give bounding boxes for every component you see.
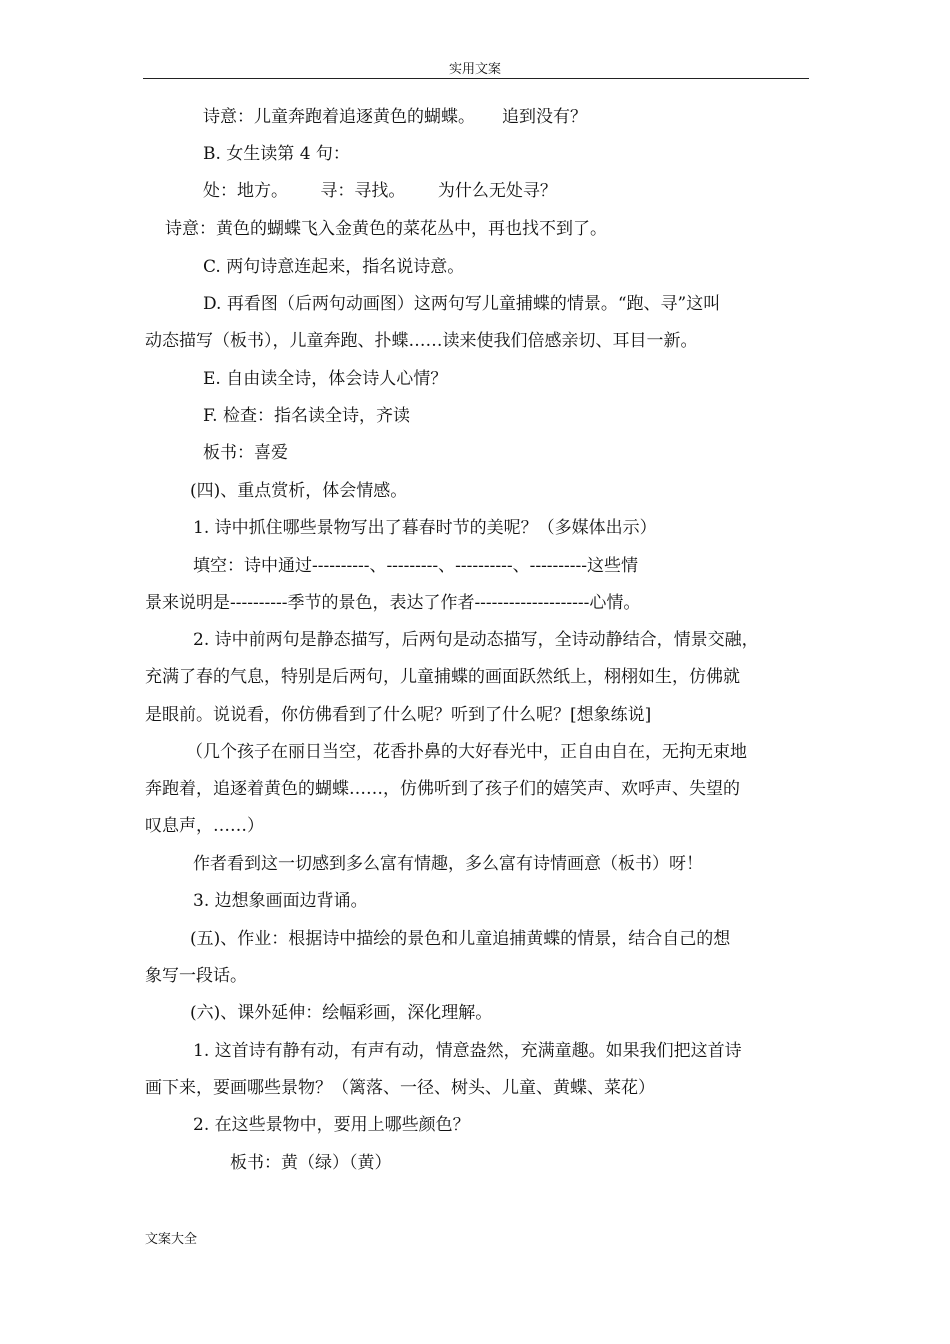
body-line: 填空：诗中通过----------、---------、----------、----------这些情 [193, 556, 639, 576]
body-line: （几个孩子在丽日当空，花香扑鼻的大好春光中，正自由自在，无拘无束地 [186, 742, 747, 762]
body-line: 2. 诗中前两句是静态描写，后两句是动态描写，全诗动静结合，情景交融， [193, 630, 759, 650]
body-line: F. 检查：指名读全诗，齐读 [203, 406, 410, 426]
body-line: D. 再看图（后两句动画图）这两句写儿童捕蝶的情景。“跑、寻”这叫 [203, 294, 721, 314]
body-line: 诗意：儿童奔跑着追逐黄色的蝴蝶。 追到没有？ [203, 107, 588, 127]
body-line: 板书：黄（绿）（黄） [230, 1153, 392, 1173]
section-heading: (五)、作业：根据诗中描绘的景色和儿童追捕黄蝶的情景，结合自己的想 [190, 929, 731, 949]
body-line: 充满了春的气息，特别是后两句，儿童捕蝶的画面跃然纸上，栩栩如生，仿佛就 [145, 667, 740, 687]
body-line: E. 自由读全诗，体会诗人心情？ [203, 369, 448, 389]
section-heading: (四)、重点赏析，体会情感。 [190, 481, 408, 501]
body-line: B. 女生读第 4 句： [203, 144, 350, 164]
body-line: 3. 边想象画面边背诵。 [193, 891, 368, 911]
body-line: 叹息声，……） [145, 816, 264, 836]
body-line: 处：地方。 寻：寻找。 为什么无处寻？ [203, 181, 557, 201]
body-line: 1. 诗中抓住哪些景物写出了暮春时节的美呢？（多媒体出示） [193, 518, 657, 538]
body-line: 作者看到这一切感到多么富有情趣，多么富有诗情画意（板书）呀！ [193, 854, 703, 874]
page-header: 实用文案 [448, 62, 501, 77]
body-line: 是眼前。说说看，你仿佛看到了什么呢？听到了什么呢？[想象练说] [145, 705, 652, 725]
body-line: 景来说明是----------季节的景色，表达了作者--------------------心情。 [145, 593, 641, 613]
section-heading: (六)、课外延伸：绘幅彩画，深化理解。 [190, 1003, 493, 1023]
body-line: C. 两句诗意连起来，指名说诗意。 [203, 257, 465, 277]
body-line: 奔跑着，追逐着黄色的蝴蝶……，仿佛听到了孩子们的嬉笑声、欢呼声、失望的 [145, 779, 740, 799]
page-footer: 文案大全 [145, 1232, 198, 1247]
body-line: 动态描写（板书），儿童奔跑、扑蝶……读来使我们倍感亲切、耳目一新。 [145, 331, 698, 351]
body-line: 诗意：黄色的蝴蝶飞入金黄色的菜花丛中，再也找不到了。 [165, 219, 607, 239]
body-line: 画下来，要画哪些景物？（篱落、一径、树头、儿童、黄蝶、菜花） [145, 1078, 655, 1098]
body-line: 象写一段话。 [145, 966, 247, 986]
header-rule [143, 78, 809, 79]
body-line: 2. 在这些景物中，要用上哪些颜色？ [193, 1115, 470, 1135]
body-line: 板书：喜爱 [203, 443, 288, 463]
body-line: 1. 这首诗有静有动，有声有动，情意盎然，充满童趣。如果我们把这首诗 [193, 1041, 742, 1061]
